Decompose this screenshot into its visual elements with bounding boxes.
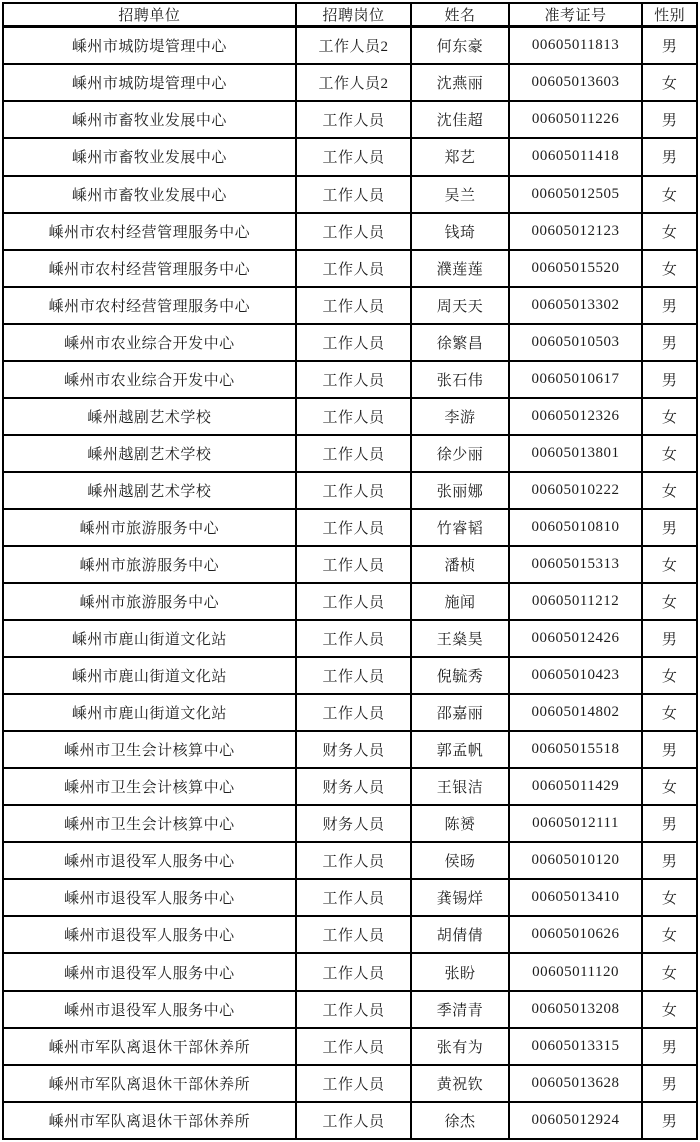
cell-gender: 女 <box>642 991 697 1028</box>
cell-gender: 女 <box>642 657 697 694</box>
table-row <box>3 509 697 546</box>
cell-gender: 男 <box>642 138 697 175</box>
table-row <box>3 768 697 805</box>
cell-gender: 男 <box>642 101 697 138</box>
cell-name: 濮莲莲 <box>411 250 509 287</box>
table-row <box>3 398 697 435</box>
cell-unit: 嵊州市卫生会计核算中心 <box>3 768 296 805</box>
cell-name: 何东豪 <box>411 27 509 65</box>
cell-gender: 女 <box>642 398 697 435</box>
cell-position: 工作人员 <box>296 287 411 324</box>
cell-name: 潘桢 <box>411 546 509 583</box>
cell-ticket: 00605013628 <box>509 1065 642 1102</box>
cell-name: 张有为 <box>411 1028 509 1065</box>
cell-name: 张丽娜 <box>411 472 509 509</box>
table-row <box>3 620 697 657</box>
table-row <box>3 472 697 509</box>
table-row <box>3 953 697 990</box>
cell-name: 陈赟 <box>411 805 509 842</box>
cell-name: 吴兰 <box>411 176 509 213</box>
cell-position: 工作人员 <box>296 546 411 583</box>
cell-ticket: 00605010120 <box>509 842 642 879</box>
cell-ticket: 00605014802 <box>509 694 642 731</box>
cell-ticket: 00605010810 <box>509 509 642 546</box>
cell-position: 工作人员 <box>296 842 411 879</box>
cell-gender: 男 <box>642 1028 697 1065</box>
cell-unit: 嵊州市农业综合开发中心 <box>3 361 296 398</box>
cell-gender: 女 <box>642 546 697 583</box>
cell-unit: 嵊州市退役军人服务中心 <box>3 953 296 990</box>
cell-name: 季清青 <box>411 991 509 1028</box>
cell-gender: 男 <box>642 842 697 879</box>
cell-unit: 嵊州越剧艺术学校 <box>3 398 296 435</box>
table-row <box>3 27 697 65</box>
table-row <box>3 991 697 1028</box>
cell-ticket: 00605012326 <box>509 398 642 435</box>
cell-name: 胡倩倩 <box>411 916 509 953</box>
cell-position: 工作人员 <box>296 472 411 509</box>
cell-name: 沈佳超 <box>411 101 509 138</box>
cell-name: 施闻 <box>411 583 509 620</box>
cell-name: 倪毓秀 <box>411 657 509 694</box>
cell-unit: 嵊州市卫生会计核算中心 <box>3 731 296 768</box>
cell-name: 张盼 <box>411 953 509 990</box>
cell-ticket: 00605013208 <box>509 991 642 1028</box>
table-row <box>3 694 697 731</box>
cell-ticket: 00605015518 <box>509 731 642 768</box>
cell-unit: 嵊州市畜牧业发展中心 <box>3 101 296 138</box>
table-row <box>3 324 697 361</box>
cell-position: 工作人员 <box>296 213 411 250</box>
cell-gender: 男 <box>642 509 697 546</box>
cell-gender: 女 <box>642 953 697 990</box>
cell-gender: 男 <box>642 731 697 768</box>
cell-ticket: 00605013603 <box>509 64 642 101</box>
cell-unit: 嵊州市军队离退休干部休养所 <box>3 1028 296 1065</box>
table-row <box>3 1028 697 1065</box>
column-header-name: 姓名 <box>411 3 509 27</box>
table-row <box>3 583 697 620</box>
cell-gender: 女 <box>642 694 697 731</box>
cell-position: 工作人员 <box>296 509 411 546</box>
cell-ticket: 00605011813 <box>509 27 642 65</box>
cell-position: 工作人员2 <box>296 64 411 101</box>
cell-position: 工作人员 <box>296 250 411 287</box>
column-header-unit: 招聘单位 <box>3 3 296 27</box>
cell-unit: 嵊州市农业综合开发中心 <box>3 324 296 361</box>
cell-position: 工作人员 <box>296 583 411 620</box>
table-row <box>3 805 697 842</box>
cell-name: 郭孟帆 <box>411 731 509 768</box>
cell-name: 徐繁昌 <box>411 324 509 361</box>
table-row <box>3 842 697 879</box>
cell-name: 张石伟 <box>411 361 509 398</box>
table-row <box>3 1065 697 1102</box>
cell-name: 黄祝钦 <box>411 1065 509 1102</box>
cell-gender: 男 <box>642 620 697 657</box>
cell-unit: 嵊州市畜牧业发展中心 <box>3 138 296 175</box>
cell-name: 李游 <box>411 398 509 435</box>
cell-unit: 嵊州市退役军人服务中心 <box>3 916 296 953</box>
table-row <box>3 731 697 768</box>
table-row <box>3 213 697 250</box>
cell-position: 工作人员 <box>296 953 411 990</box>
cell-position: 工作人员 <box>296 879 411 916</box>
cell-name: 徐少丽 <box>411 435 509 472</box>
cell-position: 工作人员 <box>296 991 411 1028</box>
cell-name: 沈燕丽 <box>411 64 509 101</box>
cell-position: 工作人员 <box>296 916 411 953</box>
cell-gender: 男 <box>642 1102 697 1139</box>
cell-gender: 女 <box>642 768 697 805</box>
table-row <box>3 879 697 916</box>
cell-name: 郑艺 <box>411 138 509 175</box>
cell-gender: 女 <box>642 583 697 620</box>
cell-unit: 嵊州市鹿山街道文化站 <box>3 694 296 731</box>
cell-ticket: 00605011226 <box>509 101 642 138</box>
cell-name: 王燊昊 <box>411 620 509 657</box>
cell-position: 财务人员 <box>296 805 411 842</box>
cell-ticket: 00605010503 <box>509 324 642 361</box>
cell-gender: 女 <box>642 435 697 472</box>
cell-gender: 女 <box>642 250 697 287</box>
cell-unit: 嵊州市旅游服务中心 <box>3 546 296 583</box>
cell-name: 龚锡烊 <box>411 879 509 916</box>
cell-position: 财务人员 <box>296 731 411 768</box>
cell-unit: 嵊州市城防堤管理中心 <box>3 27 296 65</box>
cell-ticket: 00605011429 <box>509 768 642 805</box>
table-row <box>3 101 697 138</box>
cell-gender: 女 <box>642 472 697 509</box>
cell-position: 工作人员 <box>296 1102 411 1139</box>
cell-gender: 男 <box>642 1065 697 1102</box>
cell-ticket: 00605010626 <box>509 916 642 953</box>
table-row <box>3 64 697 101</box>
table-row <box>3 546 697 583</box>
cell-name: 钱琦 <box>411 213 509 250</box>
cell-position: 工作人员 <box>296 361 411 398</box>
cell-position: 工作人员 <box>296 620 411 657</box>
cell-ticket: 00605012426 <box>509 620 642 657</box>
cell-ticket: 00605013410 <box>509 879 642 916</box>
cell-unit: 嵊州市退役军人服务中心 <box>3 842 296 879</box>
cell-ticket: 00605015520 <box>509 250 642 287</box>
cell-ticket: 00605010222 <box>509 472 642 509</box>
table-row <box>3 916 697 953</box>
cell-ticket: 00605012924 <box>509 1102 642 1139</box>
cell-unit: 嵊州越剧艺术学校 <box>3 472 296 509</box>
cell-position: 工作人员 <box>296 101 411 138</box>
cell-unit: 嵊州市城防堤管理中心 <box>3 64 296 101</box>
table-row <box>3 435 697 472</box>
cell-ticket: 00605012123 <box>509 213 642 250</box>
cell-gender: 男 <box>642 287 697 324</box>
cell-name: 王银洁 <box>411 768 509 805</box>
cell-ticket: 00605013302 <box>509 287 642 324</box>
cell-ticket: 00605012111 <box>509 805 642 842</box>
cell-name: 侯旸 <box>411 842 509 879</box>
cell-position: 工作人员 <box>296 324 411 361</box>
cell-unit: 嵊州市农村经营管理服务中心 <box>3 287 296 324</box>
cell-position: 工作人员 <box>296 657 411 694</box>
cell-unit: 嵊州市畜牧业发展中心 <box>3 176 296 213</box>
cell-ticket: 00605010423 <box>509 657 642 694</box>
cell-unit: 嵊州市退役军人服务中心 <box>3 879 296 916</box>
cell-unit: 嵊州市旅游服务中心 <box>3 583 296 620</box>
cell-unit: 嵊州市军队离退休干部休养所 <box>3 1065 296 1102</box>
cell-position: 工作人员 <box>296 176 411 213</box>
admission-roster-table <box>2 2 698 1140</box>
cell-gender: 男 <box>642 805 697 842</box>
cell-position: 工作人员 <box>296 435 411 472</box>
cell-unit: 嵊州市鹿山街道文化站 <box>3 620 296 657</box>
cell-ticket: 00605010617 <box>509 361 642 398</box>
cell-unit: 嵊州市农村经营管理服务中心 <box>3 213 296 250</box>
header-row <box>3 3 697 27</box>
table-row <box>3 1102 697 1139</box>
cell-position: 工作人员 <box>296 138 411 175</box>
cell-gender: 女 <box>642 879 697 916</box>
table-row <box>3 657 697 694</box>
cell-unit: 嵊州市退役军人服务中心 <box>3 991 296 1028</box>
cell-name: 邵嘉丽 <box>411 694 509 731</box>
cell-unit: 嵊州市农村经营管理服务中心 <box>3 250 296 287</box>
cell-unit: 嵊州市卫生会计核算中心 <box>3 805 296 842</box>
table-row <box>3 250 697 287</box>
cell-position: 财务人员 <box>296 768 411 805</box>
cell-position: 工作人员 <box>296 1065 411 1102</box>
table-row <box>3 138 697 175</box>
cell-name: 竹睿韬 <box>411 509 509 546</box>
cell-gender: 女 <box>642 176 697 213</box>
cell-position: 工作人员 <box>296 398 411 435</box>
cell-name: 徐杰 <box>411 1102 509 1139</box>
cell-gender: 女 <box>642 916 697 953</box>
cell-unit: 嵊州市旅游服务中心 <box>3 509 296 546</box>
cell-ticket: 00605011212 <box>509 583 642 620</box>
cell-unit: 嵊州越剧艺术学校 <box>3 435 296 472</box>
cell-gender: 女 <box>642 213 697 250</box>
cell-ticket: 00605013801 <box>509 435 642 472</box>
table-row <box>3 176 697 213</box>
column-header-ticket: 准考证号 <box>509 3 642 27</box>
cell-gender: 男 <box>642 27 697 65</box>
cell-ticket: 00605012505 <box>509 176 642 213</box>
table-row <box>3 287 697 324</box>
cell-unit: 嵊州市军队离退休干部休养所 <box>3 1102 296 1139</box>
cell-ticket: 00605011120 <box>509 953 642 990</box>
cell-ticket: 00605011418 <box>509 138 642 175</box>
cell-unit: 嵊州市鹿山街道文化站 <box>3 657 296 694</box>
cell-position: 工作人员2 <box>296 27 411 65</box>
column-header-position: 招聘岗位 <box>296 3 411 27</box>
cell-ticket: 00605013315 <box>509 1028 642 1065</box>
cell-gender: 男 <box>642 324 697 361</box>
column-header-gender: 性别 <box>642 3 697 27</box>
cell-gender: 男 <box>642 361 697 398</box>
cell-name: 周天天 <box>411 287 509 324</box>
cell-gender: 女 <box>642 64 697 101</box>
cell-position: 工作人员 <box>296 1028 411 1065</box>
table-row <box>3 361 697 398</box>
cell-ticket: 00605015313 <box>509 546 642 583</box>
cell-position: 工作人员 <box>296 694 411 731</box>
table-body <box>3 27 697 1140</box>
